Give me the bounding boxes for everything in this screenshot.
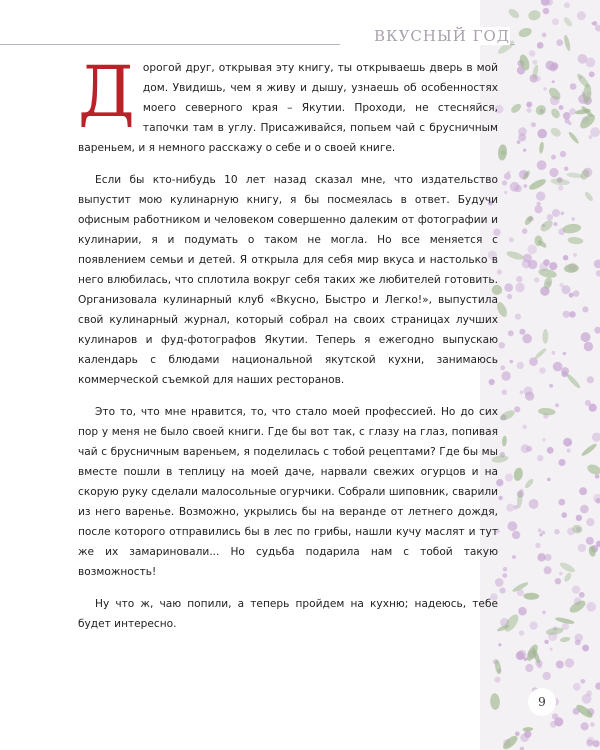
flower-petal <box>549 384 553 388</box>
flower-petal <box>572 585 580 593</box>
leaf <box>506 250 525 262</box>
flower-petal <box>594 260 600 269</box>
flower-petal <box>509 237 514 242</box>
flower-petal <box>500 588 506 594</box>
flower-petal <box>507 294 512 299</box>
leaf <box>498 408 516 422</box>
flower-petal <box>579 487 587 495</box>
flower-petal <box>592 433 600 442</box>
flower-petal <box>542 438 546 442</box>
flower-petal <box>571 217 575 221</box>
flower-petal <box>554 222 558 226</box>
flower-petal <box>523 149 526 152</box>
flower-petal <box>563 311 570 318</box>
flower-petal <box>520 747 525 750</box>
flower-petal <box>563 352 567 356</box>
flower-petal <box>594 327 600 334</box>
flower-petal <box>563 255 568 260</box>
leaf <box>586 463 600 477</box>
leaf <box>497 144 507 161</box>
leaf <box>507 7 521 20</box>
flower-petal <box>526 108 531 113</box>
leaf <box>566 172 582 179</box>
leaf <box>545 626 564 636</box>
flower-petal <box>537 42 544 49</box>
flower-petal <box>537 129 547 139</box>
flower-petal <box>505 474 513 482</box>
flower-petal <box>543 259 550 266</box>
flower-petal <box>529 499 539 509</box>
leaf <box>583 191 594 203</box>
flower-petal <box>559 459 566 466</box>
flower-petal <box>582 645 589 652</box>
leaf <box>509 102 522 115</box>
leaf <box>513 467 524 482</box>
flower-petal <box>515 732 520 737</box>
flower-petal <box>510 360 514 364</box>
flower-petal <box>529 50 536 57</box>
flower-petal <box>596 270 600 276</box>
flower-petal <box>559 572 563 576</box>
paragraph: Ну что ж, чаю попили, а теперь пройдем на кухню; надеюсь, тебе будет интересно. <box>78 598 498 630</box>
flower-petal <box>590 722 595 727</box>
flower-petal <box>563 438 572 447</box>
body-text <box>78 51 498 646</box>
flower-petal <box>535 543 540 548</box>
flower-petal <box>576 515 582 521</box>
floral-border-decoration <box>480 0 600 750</box>
flower-petal <box>552 351 556 355</box>
flower-petal <box>524 387 533 396</box>
flower-petal <box>579 592 585 598</box>
flower-petal <box>519 630 524 635</box>
flower-petal <box>581 722 589 730</box>
paragraph-intro <box>78 51 498 158</box>
flower-petal <box>582 306 588 312</box>
flower-petal <box>526 446 532 452</box>
flower-petal <box>517 362 524 369</box>
flower-petal <box>516 276 522 282</box>
flower-petal <box>508 330 514 336</box>
flower-petal <box>544 554 551 561</box>
flower-petal <box>565 119 570 124</box>
flower-petal <box>587 737 595 745</box>
flower-petal <box>510 182 520 192</box>
flower-petal <box>508 521 518 531</box>
flower-petal <box>552 80 555 83</box>
flower-petal <box>595 474 600 479</box>
intro-text: орогой друг, открывая эту книгу, ты открываешь дверь в мой дом. Увидишь, чем я живу и дышу, узнаешь об особенностях моего северного края – Якутии. Проходи, не стесняйся, тапочки там в углу. Присаживайся, попьем чай с брусничным вареньем, и я немного расскажу о себе и о своей книге. <box>78 62 498 154</box>
paragraph: Если бы кто-нибудь 10 лет назад сказал мне, что издательство выпустит мою кулинарную книгу, я бы посмеялась в ответ. Будучи офисным работником и человеком совершенно далеким от фотографии и кулинарии, я и подумать о таком не могла. Но все меняется с появлением семьи и детей. Я открыла для себя мир вкуса и настолько в него влюбилась, что сплотила вокруг себя таких же любителей готовить. Организовала кулинарный клуб «Вкусно, Быстро и Легко!», выпустила свой кулинарный журнал, который собрал на своих страницах лучших кулинаров и фуд-фотографов Якутии. Теперь я ежегодно выпускаю календарь с блюдами национальной якутской кухни, занимаюсь коммерческой съемкой для наших ресторанов. <box>78 174 498 386</box>
flower-petal <box>537 664 542 669</box>
flower-petal <box>520 391 524 395</box>
leaf <box>550 178 570 186</box>
flower-petal <box>549 168 558 177</box>
flower-petal <box>573 290 580 297</box>
leaf <box>539 141 545 153</box>
flower-petal <box>519 329 525 335</box>
flower-petal <box>589 71 595 77</box>
flower-petal <box>512 555 516 559</box>
flower-petal <box>561 512 567 518</box>
leaf <box>538 407 556 416</box>
flower-petal <box>569 293 574 298</box>
leaf <box>527 9 541 21</box>
flower-petal <box>563 112 571 120</box>
page-number: 9 <box>528 688 556 716</box>
flower-petal <box>578 544 586 552</box>
flower-petal <box>498 643 501 646</box>
flower-petal <box>539 367 545 373</box>
flower-petal <box>534 205 542 213</box>
flower-petal <box>580 679 585 684</box>
leaf <box>580 442 598 457</box>
leaf <box>567 131 580 145</box>
flower-petal <box>502 180 507 185</box>
flower-petal <box>551 62 559 70</box>
flower-petal <box>498 496 502 500</box>
dropcap-letter: Д <box>78 51 135 133</box>
leaf <box>502 435 508 446</box>
flower-petal <box>595 25 600 32</box>
flower-petal <box>532 60 537 65</box>
flower-petal <box>567 449 571 453</box>
leaf <box>528 177 548 192</box>
flower-petal <box>542 33 547 38</box>
flower-petal <box>547 478 551 482</box>
flower-petal <box>504 283 513 292</box>
flower-petal <box>507 171 510 174</box>
flower-petal <box>560 151 566 157</box>
leaf <box>542 329 548 344</box>
flower-petal <box>537 455 543 461</box>
flower-petal <box>555 578 561 584</box>
flower-petal <box>543 672 551 680</box>
flower-petal <box>515 283 524 292</box>
leaf <box>560 636 571 643</box>
leaf <box>534 103 548 117</box>
flower-petal <box>595 682 600 689</box>
leaf <box>564 264 579 274</box>
flower-petal <box>515 314 521 320</box>
flower-petal <box>589 135 593 139</box>
flower-petal <box>580 505 589 514</box>
flower-petal <box>554 529 559 534</box>
leaf <box>575 72 591 89</box>
leaf <box>490 693 500 710</box>
flower-petal <box>549 262 557 270</box>
flower-petal <box>547 447 554 454</box>
flower-petal <box>527 245 537 255</box>
flower-petal <box>559 283 564 288</box>
flower-petal <box>494 677 500 683</box>
flower-petal <box>586 537 594 545</box>
flower-petal <box>543 87 546 90</box>
flower-petal <box>539 533 542 536</box>
flower-petal <box>514 406 520 412</box>
leaf <box>549 126 562 139</box>
flower-petal <box>537 160 547 170</box>
flower-petal <box>586 58 596 68</box>
flower-petal <box>523 184 527 188</box>
flower-petal <box>564 2 570 8</box>
flower-petal <box>522 425 526 429</box>
flower-petal <box>561 367 569 375</box>
flower-petal <box>504 173 511 180</box>
flower-petal <box>531 122 536 127</box>
flower-petal <box>517 140 521 144</box>
flower-petal <box>502 389 508 395</box>
leaf <box>522 727 533 732</box>
flower-petal <box>547 214 553 220</box>
flower-petal <box>544 566 552 574</box>
flower-petal <box>553 362 563 372</box>
flower-petal <box>552 18 559 25</box>
flower-petal <box>525 664 533 672</box>
flower-petal <box>561 212 565 216</box>
flower-petal <box>499 342 505 348</box>
flower-petal <box>565 658 574 667</box>
flower-petal <box>573 683 581 691</box>
flower-petal <box>575 634 583 642</box>
flower-petal <box>523 254 532 263</box>
flower-petal <box>564 167 568 171</box>
flower-petal <box>550 648 553 651</box>
leaf <box>538 218 554 233</box>
flower-petal <box>586 518 594 526</box>
flower-petal <box>503 567 508 572</box>
flower-petal <box>526 102 532 108</box>
leaf <box>562 16 573 28</box>
flower-petal <box>544 640 548 644</box>
flower-petal <box>570 83 577 90</box>
flower-petal <box>586 602 596 612</box>
flower-petal <box>534 277 539 282</box>
flower-petal <box>537 202 541 206</box>
flower-petal <box>577 11 586 20</box>
leaf <box>563 34 572 51</box>
flower-petal <box>529 621 537 629</box>
flower-petal <box>581 332 591 342</box>
flower-petal <box>554 717 563 726</box>
flower-petal <box>542 611 545 614</box>
flower-petal <box>556 39 563 46</box>
flower-petal <box>501 371 510 380</box>
flower-petal <box>589 404 597 412</box>
flower-petal <box>538 529 542 533</box>
flower-petal <box>582 694 592 704</box>
paragraph: Это то, что мне нравится, то, что стало моей профессией. Но до сих пор у меня не было своей книги. Где бы вот так, с глазу на глаз, попивая чай с брусничным вареньем, я поделилась с тобой рецептами? Где бы мы вместе пошли в теплицу на моей даче, нарвали свежих огурцов и на скорую руку сделали малосольные огурчики. Собрали шиповник, сварили из него варенье. Возможно, укрылись бы на веранде от летнего дождя, после которого отправились бы в лес по грибы, нашли кучу маслят и тут же их замариновали... Но судьба подарила нам с тобой такую возможность! <box>78 406 498 578</box>
flower-petal <box>558 185 563 190</box>
flower-petal <box>522 334 532 344</box>
flower-petal <box>552 209 560 217</box>
flower-petal <box>522 228 528 234</box>
flower-petal <box>556 661 564 669</box>
flower-petal <box>518 607 527 616</box>
flower-petal <box>593 494 600 503</box>
leaf <box>567 236 583 245</box>
leaf <box>534 347 548 360</box>
flower-petal <box>569 311 576 318</box>
flower-petal <box>584 342 593 351</box>
flower-petal <box>569 108 576 115</box>
flower-petal <box>591 22 594 25</box>
flower-petal <box>520 733 529 742</box>
leaf <box>523 593 539 600</box>
flower-petal <box>551 155 556 160</box>
flower-petal <box>506 504 514 512</box>
flower-petal <box>512 531 520 539</box>
flower-petal <box>518 650 527 659</box>
leaf <box>524 478 535 490</box>
leaf <box>565 372 582 389</box>
flower-petal <box>504 191 507 194</box>
flower-petal <box>502 573 507 578</box>
flower-petal <box>573 253 577 257</box>
flower-petal <box>587 376 594 383</box>
flower-petal <box>500 365 505 370</box>
flower-petal <box>559 105 564 110</box>
flower-petal <box>558 499 565 506</box>
flower-petal <box>518 133 526 141</box>
running-title: ВКУСНЫЙ ГОД <box>340 27 510 45</box>
flower-petal <box>536 192 545 201</box>
leaf <box>517 26 532 38</box>
leaf <box>563 571 573 582</box>
flower-petal <box>543 8 550 15</box>
flower-petal <box>555 403 559 407</box>
